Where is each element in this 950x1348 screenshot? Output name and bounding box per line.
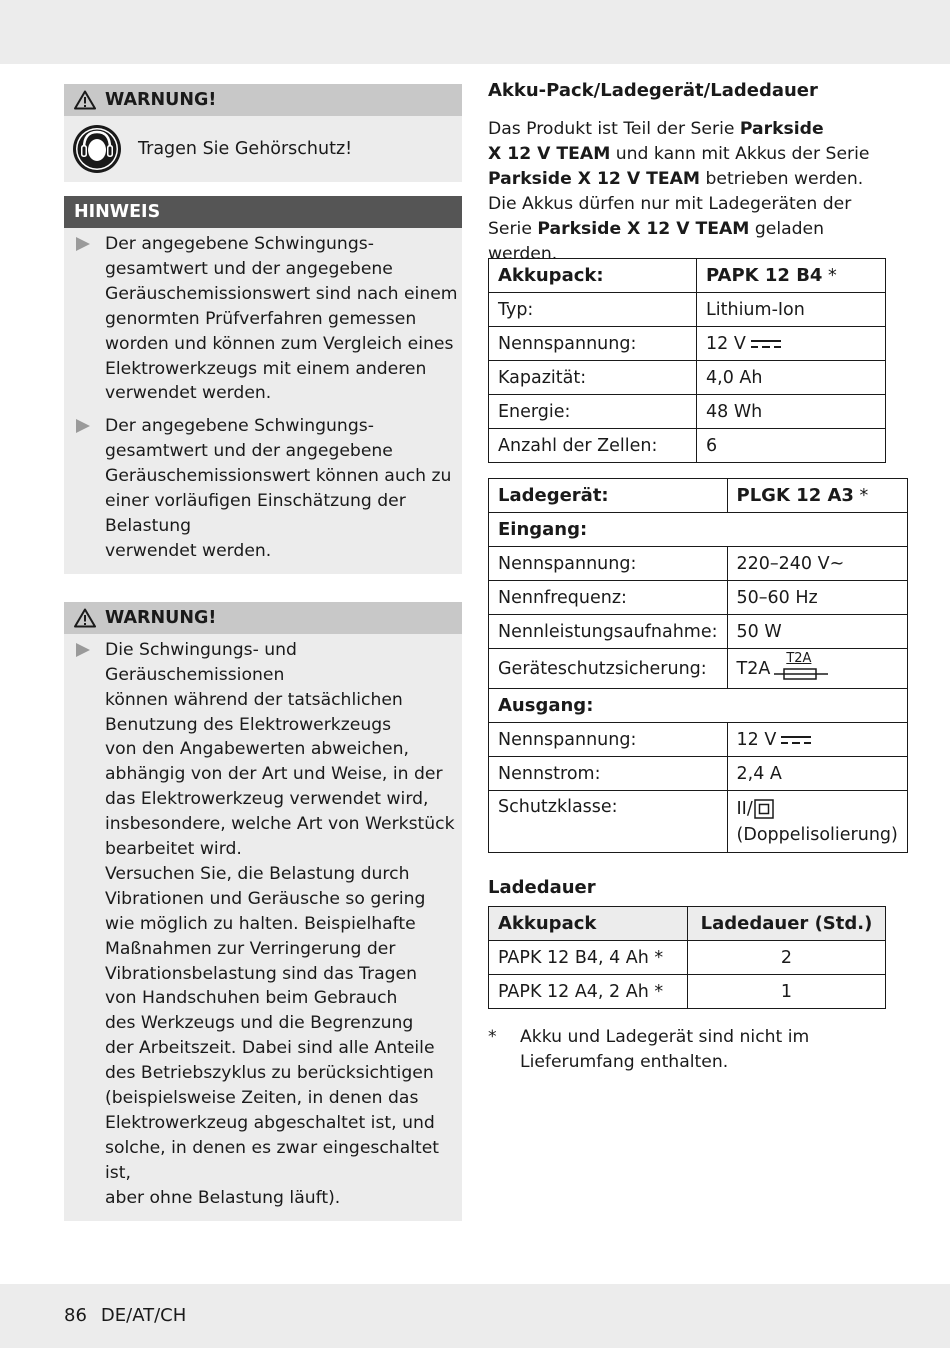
- hint-box: [64, 196, 462, 574]
- warning-header: [64, 602, 462, 634]
- footnote-star: *: [488, 1027, 497, 1047]
- intro-text: betrieben werden. Die Akkus dürfen nur mit Ladegeräten der Serie: [488, 168, 864, 239]
- table-row: [489, 361, 886, 395]
- ladedauer-table: [488, 906, 886, 1009]
- table-cell-value: 50–60 Hz: [727, 581, 907, 615]
- direct-current-icon: [780, 734, 812, 746]
- table-cell-label: Typ:: [489, 293, 697, 327]
- table-row: [489, 395, 886, 429]
- intro-bold: X 12 V TEAM: [488, 143, 611, 164]
- page-number: 86: [64, 1305, 87, 1326]
- table-row: [489, 259, 886, 293]
- intro-text: und kann mit Akkus der Serie: [610, 143, 870, 164]
- akkupack-header-value-cell: [697, 259, 886, 293]
- ear-protection-icon: [72, 124, 122, 174]
- table-cell-value: 220–240 V~: [727, 547, 907, 581]
- intro-paragraph: [488, 117, 886, 266]
- fuse-symbol-label: T2A: [786, 650, 812, 666]
- hint-header: [64, 196, 462, 228]
- table-row: [489, 327, 886, 361]
- charger-header-value-cell: [727, 479, 907, 513]
- fuse-icon: [774, 667, 828, 681]
- warning-box-hearing: [64, 84, 462, 182]
- table-cell-label: Nennspannung:: [489, 723, 728, 757]
- warning-triangle-icon: [74, 90, 96, 110]
- table-cell-label: Nennfrequenz:: [489, 581, 728, 615]
- intro-bold: Parkside X 12 V TEAM: [488, 168, 700, 189]
- footnote-star: *: [859, 486, 869, 506]
- charger-header-label: Ladegerät:: [489, 479, 728, 513]
- warning-bullets: [64, 634, 462, 1215]
- table-row: [489, 907, 886, 941]
- protection-class-ii-icon: [754, 799, 774, 819]
- footnote-star: *: [828, 266, 837, 286]
- table-cell-label: Nennleistungsaufnahme:: [489, 615, 728, 649]
- table-cell-label: Schutzklasse:: [489, 791, 728, 853]
- table-cell-dauer: 1: [688, 975, 886, 1009]
- table-cell-label: Nennstrom:: [489, 757, 728, 791]
- table-cell-dauer: 2: [688, 941, 886, 975]
- table-row: [489, 615, 908, 649]
- bullet-triangle-icon: [75, 642, 91, 658]
- fuse-value: T2A: [736, 658, 771, 679]
- left-column: [64, 84, 462, 1221]
- footnote-text: Akku und Ladegerät sind nicht im Lieferumfang enthalten.: [520, 1027, 810, 1072]
- table-row: [489, 479, 908, 513]
- table-cell-value: 2,4 A: [727, 757, 907, 791]
- akkupack-table: [488, 258, 886, 463]
- table-row: [489, 293, 886, 327]
- voltage-value: 12 V: [736, 729, 777, 750]
- table-cell-label: Nennspannung:: [489, 547, 728, 581]
- hint-title: HINWEIS: [74, 202, 161, 222]
- table-row: [489, 581, 908, 615]
- fuse-symbol: [774, 650, 828, 684]
- table-cell-label: Energie:: [489, 395, 697, 429]
- intro-bold: Parkside: [739, 119, 824, 139]
- protection-class-note: (Doppelisolierung): [736, 824, 898, 845]
- table-row: [489, 723, 908, 757]
- intro-text: geladen werden.: [488, 218, 825, 264]
- table-cell-label: Geräteschutzsicherung:: [489, 649, 728, 689]
- column-header-ladedauer: Ladedauer (Std.): [688, 907, 886, 941]
- section-title: Akku-Pack/Ladegerät/Ladedauer: [488, 80, 818, 101]
- charger-model: PLGK 12 A3: [736, 485, 854, 506]
- column-header-akkupack: Akkupack: [489, 907, 688, 941]
- hint-bullets: [64, 228, 462, 568]
- hint-bullet-text: Der angegebene Schwingungs- gesamtwert und der angegebene Geräuschemissionswert können auch zu einer vorläufigen Einschätzung der Belastung verwendet werden.: [105, 416, 452, 561]
- table-cell-value: 50 W: [727, 615, 907, 649]
- table-row: [489, 547, 908, 581]
- table-row: [489, 975, 886, 1009]
- input-subheading: Eingang:: [489, 513, 908, 547]
- table-row: [489, 757, 908, 791]
- direct-current-icon: [750, 338, 782, 350]
- list-item: [64, 414, 462, 563]
- table-row: [489, 941, 886, 975]
- top-band: [0, 0, 950, 64]
- intro-text: Das Produkt ist Teil der Serie: [488, 119, 740, 139]
- output-subheading: Ausgang:: [489, 689, 908, 723]
- list-item: [64, 232, 462, 406]
- hearing-protection-row: [64, 116, 462, 182]
- warning-bullet-text: Die Schwingungs- und Geräuschemissionen können während der tatsächlichen Benutzung des Elektrowerkzeugs von den Angabewerten abweichen, abhängig von der Art und Weise, in der das Elektrowerkzeug verwendet wird, insbesondere, welche Art von Werkstück bearbeitet wird. Versuchen Sie, die Belastung durch Vibrationen und Geräusche so gering wie möglich zu halten. Beispielhafte Maßnahmen zur Verringerung der Vibrationsbelastung sind das Tragen von Handschuhen beim Gebrauch des Werkzeugs und die Begrenzung der Arbeitszeit. Dabei sind alle Anteile des Betriebszyklus zu berücksichtigen (beispielsweise Zeiten, in denen das Elektrowerkzeug abgeschaltet ist, und solche, in denen es zwar eingeschaltet ist, aber ohne Belastung läuft).: [105, 639, 455, 1208]
- table-cell-value: [727, 723, 907, 757]
- table-cell-label: Kapazität:: [489, 361, 697, 395]
- table-row: [489, 429, 886, 463]
- table-cell-value: 48 Wh: [697, 395, 886, 429]
- table-cell-value: [727, 649, 907, 689]
- table-cell-value: 4,0 Ah: [697, 361, 886, 395]
- table-cell-value: [697, 327, 886, 361]
- table-cell-akku: PAPK 12 B4, 4 Ah *: [489, 941, 688, 975]
- list-item: [64, 638, 462, 1211]
- protection-class-value: II/: [736, 798, 753, 819]
- warning-title: WARNUNG!: [105, 90, 217, 110]
- bullet-triangle-icon: [75, 236, 91, 252]
- footnote: [488, 1025, 886, 1075]
- bullet-triangle-icon: [75, 418, 91, 434]
- voltage-value: 12 V: [706, 333, 746, 354]
- table-cell-label: Anzahl der Zellen:: [489, 429, 697, 463]
- hearing-protection-text: Tragen Sie Gehörschutz!: [138, 139, 353, 159]
- charger-table: [488, 478, 908, 853]
- table-row: [489, 689, 908, 723]
- table-cell-value: 6: [697, 429, 886, 463]
- page-footer: [64, 1305, 186, 1326]
- table-cell-value: Lithium-Ion: [697, 293, 886, 327]
- warning-title: WARNUNG!: [105, 607, 217, 628]
- hint-bullet-text: Der angegebene Schwingungs- gesamtwert und der angegebene Geräuschemissionswert sind nach einem genormten Prüfverfahren gemessen worden und können zum Vergleich eines Elektrowerkzeugs mit einem anderen verwendet werden.: [105, 234, 458, 404]
- warning-box-vibration: [64, 602, 462, 1221]
- intro-bold: Parkside X 12 V TEAM: [537, 218, 750, 239]
- akkupack-header-label: Akkupack:: [489, 259, 697, 293]
- warning-header: [64, 84, 462, 116]
- table-cell-label: Nennspannung:: [489, 327, 697, 361]
- language-codes: DE/AT/CH: [100, 1305, 187, 1326]
- table-cell-akku: PAPK 12 A4, 2 Ah *: [489, 975, 688, 1009]
- table-row: [489, 791, 908, 853]
- table-row: [489, 513, 908, 547]
- akkupack-model: PAPK 12 B4: [706, 265, 823, 286]
- warning-triangle-icon: [74, 608, 96, 628]
- table-row: [489, 649, 908, 689]
- ladedauer-title: Ladedauer: [488, 877, 596, 898]
- table-cell-value: [727, 791, 907, 853]
